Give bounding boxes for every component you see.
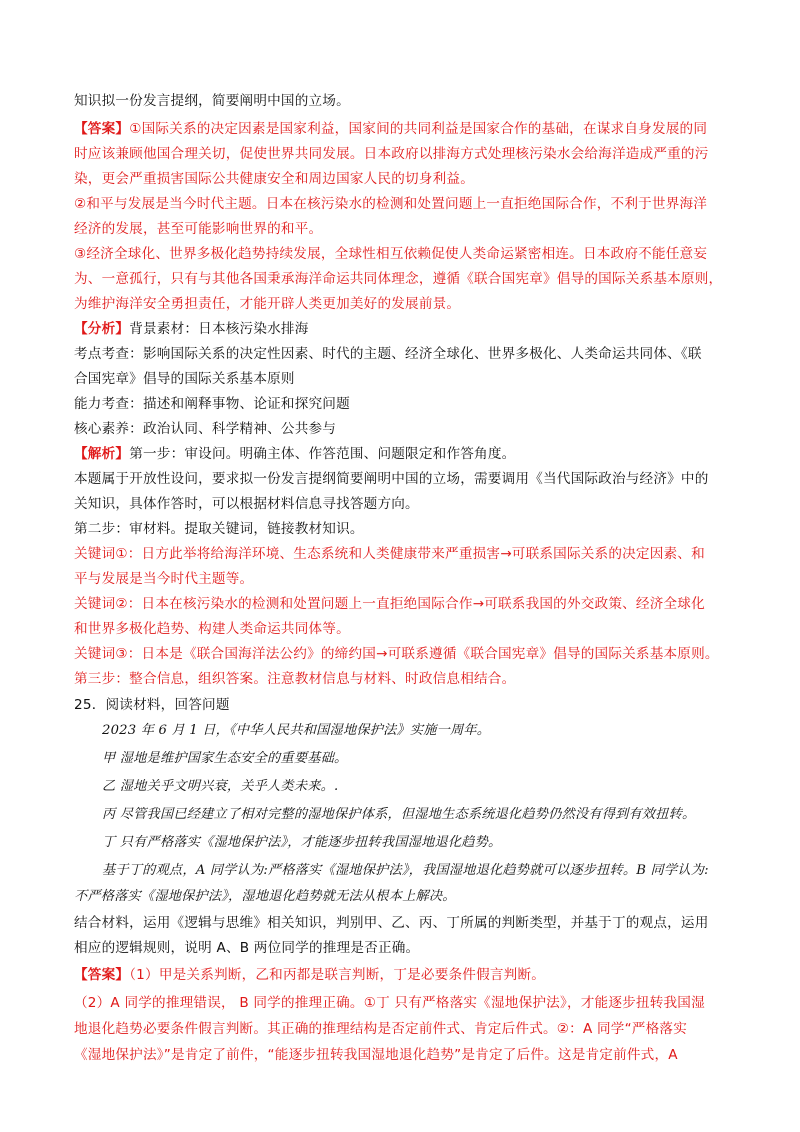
keyword-3-line: 关键词③：日本是《联合国海洋法公约》的缔约国→可联系遵循《联合国宪章》倡导的国际关系基本原则。 [74, 646, 719, 662]
answer-line-4: ②和平与发展是当今时代主题。日本在核污染水的检测和处置问题上一直拒绝国际合作，不利于世界海洋 [74, 196, 708, 212]
answer25-line-2: （2）A 同学的推理错误， B 同学的推理正确。①丁 只有严格落实《湿地保护法》，才能逐步扭转我国湿 [74, 995, 705, 1011]
keyword-1-line-2: 平与发展是当今时代主题等。 [74, 571, 254, 587]
students-view-line-1: 基于丁的观点，A 同学认为:严格落实《湿地保护法》，我国湿地退化趋势就可以逐步扭转。B 同学认为: [102, 863, 709, 878]
analysis-line-3: 合国宪章》倡导的国际关系基本原则 [74, 371, 295, 387]
analysis-line-2: 考点考查：影响国际关系的决定性因素、时代的主题、经济全球化、世界多极化、人类命运共同体、《联 [74, 346, 702, 362]
analysis-tag: 【分析】 [74, 321, 130, 337]
question-prompt-line-1: 结合材料，运用《逻辑与思维》相关知识，判别甲、乙、丙、丁所属的判断类型，并基于丁的观点，运用 [74, 915, 709, 931]
explanation-line-2: 本题属于开放性设问，要求拟一份发言提纲简要阐明中国的立场，需要调用《当代国际政治与经济》中的 [74, 471, 709, 487]
answer25-line-4: 《湿地保护法》”是肯定了前件，“能逐步扭转我国湿地退化趋势”是肯定了后件。这是肯定前件式，A [74, 1047, 678, 1063]
material-date-line: 2023 年 6 月 1 日，《中华人民共和国湿地保护法》实施一周年。 [102, 723, 491, 738]
answer-line-6: ③经济全球化、世界多极化趋势持续发展，全球性相互依赖促使人类命运紧密相连。日本政府不能任意妄 [74, 246, 708, 262]
material-yi: 乙 湿地关乎文明兴衰，关乎人类未来。. [102, 779, 339, 794]
answer-line-3: 染，更会严重损害国际公共健康安全和周边国家人民的切身利益。 [74, 171, 475, 187]
question-prompt-line-2: 相应的逻辑规则，说明 A、B 两位同学的推理是否正确。 [74, 940, 420, 956]
answer-tag: 【答案】 [74, 121, 130, 137]
analysis-line-4: 能力考查：描述和阐释事物、论证和探究问题 [74, 396, 350, 412]
material-ding: 丁 只有严格落实《湿地保护法》，才能逐步扭转我国湿地退化趋势。 [102, 835, 502, 850]
analysis-line-1: 【分析】背景素材：日本核污染水排海 [74, 321, 309, 337]
keyword-1-line-1: 关键词①：日方此举将给海洋环境、生态系统和人类健康带来严重损害→可联系国际关系的决定因素、和 [74, 546, 705, 562]
step-3-line: 第三步：整合信息，组织答案。注意教材信息与材料、时政信息相结合。 [74, 671, 516, 687]
students-view-line-2: 不严格落实《湿地保护法》，湿地退化趋势就无法从根本上解决。 [74, 889, 456, 904]
explanation-tag: 【解析】 [74, 446, 130, 462]
analysis-line-5: 核心素养：政治认同、科学精神、公共参与 [74, 421, 337, 437]
intro-line: 知识拟一份发言提纲，简要阐明中国的立场。 [74, 93, 350, 109]
answer-line-8: 为维护海洋安全勇担责任，才能开辟人类更加美好的发展前景。 [74, 296, 461, 312]
explanation-line-3: 关知识，具体作答时，可以根据材料信息寻找答题方向。 [74, 496, 419, 512]
answer-line-5: 经济的发展，甚至可能影响世界的和平。 [74, 221, 323, 237]
question-25-heading: 25．阅读材料，回答问题 [74, 697, 230, 713]
answer-line-2: 时应该兼顾他国合理关切，促使世界共同发展。日本政府以排海方式处理核污染水会给海洋造成严重的污 [74, 146, 709, 162]
answer25-line-1: 【答案】（1）甲是关系判断，乙和丙都是联言判断，丁是必要条件假言判断。 [74, 967, 546, 983]
explanation-line-4: 第二步：审材料。提取关键词，链接教材知识。 [74, 521, 364, 537]
material-jia: 甲 湿地是维护国家生态安全的重要基础。 [102, 751, 348, 766]
answer25-tag: 【答案】 [74, 967, 130, 983]
answer-line-7: 为、一意孤行，只有与其他各国秉承海洋命运共同体理念，遵循《联合国宪章》倡导的国际关系基本原则， [74, 271, 723, 287]
answer25-line-3: 地退化趋势必要条件假言判断。其正确的推理结构是否定前件式、肯定后件式。②：A 同学“严格落实 [74, 1021, 687, 1037]
keyword-2-line-1: 关键词②：日本在核污染水的检测和处置问题上一直拒绝国际合作→可联系我国的外交政策、经济全球化 [74, 596, 705, 612]
explanation-line-1: 【解析】第一步：审设问。明确主体、作答范围、问题限定和作答角度。 [74, 446, 516, 462]
answer-line-1: 【答案】①国际关系的决定因素是国家利益，国家间的共同利益是国家合作的基础，在谋求自身发展的同 [74, 121, 708, 137]
keyword-2-line-2: 和世界多极化趋势、构建人类命运共同体等。 [74, 621, 350, 637]
material-bing: 丙 尽管我国已经建立了相对完整的湿地保护体系，但湿地生态系统退化趋势仍然没有得到有效扭转。 [102, 807, 696, 822]
